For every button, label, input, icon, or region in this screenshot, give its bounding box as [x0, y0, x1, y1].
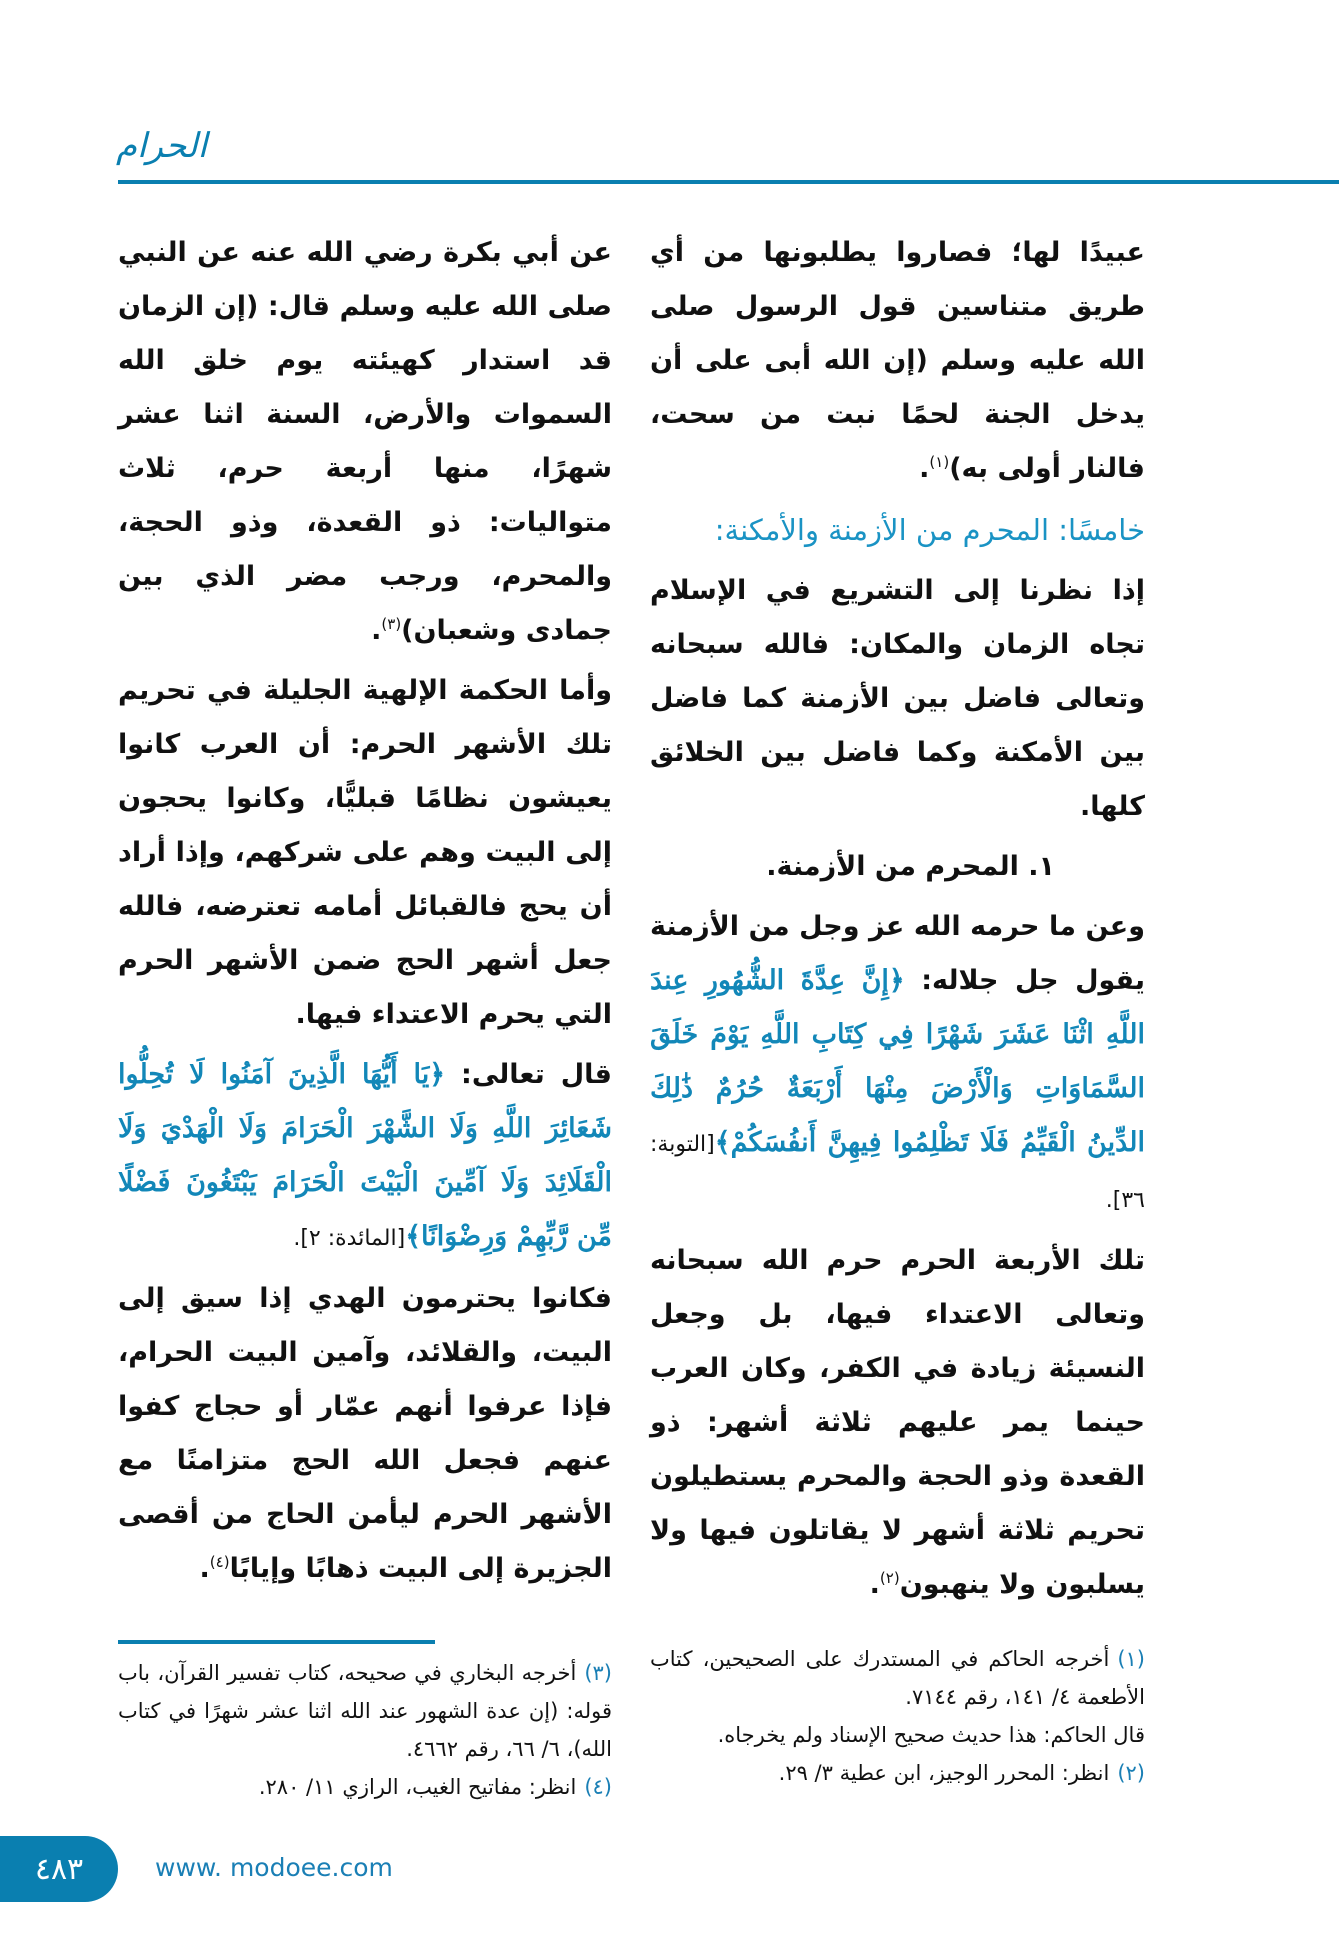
right-paragraph-4: تلك الأربعة الحرم حرم الله سبحانه وتعالى الاعتداء فيها، بل وجعل النسيئة زيادة في الكفر، وكان العرب حينما يمر عليهم ثلاثة أشهر: ذو القعدة وذو الحجة والمحرم يستطيلون تحريم ثلاثة أشهر لا يقاتلون فيها ولا يسلبون ولا ينهبون$^{(٢)}$. [650, 1245, 1145, 1600]
footnote-divider [118, 1640, 435, 1644]
footnote-3: (٣)أخرجه البخاري في صحيحه، كتاب تفسير القرآن، باب قوله: (إن عدة الشهور عند الله اثنا عشر شهرًا في كتاب الله)، ٦/ ٦٦، رقم ٤٦٦٢. [118, 1661, 612, 1761]
footnotes-right [650, 1618, 1145, 1806]
left-paragraph-3: قال تعالى: ﴿يَا أَيُّهَا الَّذِينَ آمَنُوا لَا تُحِلُّوا شَعَائِرَ اللَّهِ وَلَا الشَّهْرَ الْحَرَامَ وَلَا الْهَدْيَ وَلَا الْقَلَائِدَ وَلَا آمِّينَ الْبَيْتَ الْحَرَامَ يَبْتَغُونَ فَضْلًا مِّن رَّبِّهِمْ وَرِضْوَانًا﴾[المائدة: ٢]. [118, 1059, 612, 1252]
quran-close-ornament: ﴾ [405, 1221, 422, 1252]
left-paragraph-2: وأما الحكمة الإلهية الجليلة في تحريم تلك الأشهر الحرم: أن العرب كانوا يعيشون نظامًا قبليًّا، وكانوا يحجون إلى البيت وهم على شركهم، وإذا أراد أن يحج فالقبائل أمامه تعترضه، فالله جعل أشهر الحج ضمن الأشهر الحرم التي يحرم الاعتداء فيها. [118, 675, 612, 1030]
footnotes-left [118, 1618, 612, 1806]
left-column [118, 226, 612, 1618]
two-column-body [0, 226, 1339, 1806]
right-paragraph-3: وعن ما حرمه الله عز وجل من الأزمنة يقول جل جلاله: ﴿إِنَّ عِدَّةَ الشُّهُورِ عِندَ اللَّهِ اثْنَا عَشَرَ شَهْرًا فِي كِتَابِ اللَّهِ يَوْمَ خَلَقَ السَّمَاوَاتِ وَالْأَرْضَ مِنْهَا أَرْبَعَةٌ حُرُمٌ ذَٰلِكَ الدِّينُ الْقَيِّمُ فَلَا تَظْلِمُوا فِيهِنَّ أَنفُسَكُمْ﴾[التوبة: ٣٦]. [650, 911, 1145, 1213]
quran-verse: يَا أَيُّهَا الَّذِينَ آمَنُوا لَا تُحِلُّوا شَعَائِرَ اللَّهِ وَلَا الشَّهْرَ الْحَرَامَ وَلَا الْهَدْيَ وَلَا الْقَلَائِدَ وَلَا آمِّينَ الْبَيْتَ الْحَرَامَ يَبْتَغُونَ فَضْلًا مِّن رَّبِّهِمْ وَرِضْوَانًا [118, 1059, 612, 1252]
page-footer [0, 1806, 1339, 1936]
right-column [650, 226, 1145, 1618]
verse-citation: [المائدة: ٢]. [293, 1226, 406, 1251]
footnote-1-note: قال الحاكم: هذا حديث صحيح الإسناد ولم يخرجاه. [717, 1723, 1145, 1747]
footnote-4: (٤)انظر: مفاتيح الغيب، الرازي ١١/ ٢٨٠. [258, 1775, 612, 1799]
running-header [0, 0, 1339, 226]
left-paragraph-1: عن أبي بكرة رضي الله عنه عن النبي صلى الله عليه وسلم قال: (إن الزمان قد استدار كهيئته يوم خلق الله السموات والأرض، السنة اثنا عشر شهرًا، منها أربعة حرم، ثلاث متواليات: ذو القعدة، وذو الحجة، والمحرم، ورجب مضر الذي بين جمادى وشعبان)$^{(٣)}$. [118, 237, 612, 646]
footnote-1: (١)أخرجه الحاكم في المستدرك على الصحيحين، كتاب الأطعمة ٤/ ١٤١، رقم ٧١٤٤. [650, 1647, 1145, 1709]
left-paragraph-4: فكانوا يحترمون الهدي إذا سيق إلى البيت، والقلائد، وآمين البيت الحرام، فإذا عرفوا أنهم عمّار أو حجاج كفوا عنهم فجعل الله الحج متزامنًا مع الأشهر الحرم ليأمن الحاج من أقصى الجزيرة إلى البيت ذهابًا وإيابًا$^{(٤)}$. [118, 1283, 612, 1584]
footnote-ref[interactable]: (١) [929, 453, 950, 471]
quran-verse: إِنَّ عِدَّةَ الشُّهُورِ عِندَ اللَّهِ اثْنَا عَشَرَ شَهْرًا فِي كِتَابِ اللَّهِ يَوْمَ خَلَقَ السَّمَاوَاتِ وَالْأَرْضَ مِنْهَا أَرْبَعَةٌ حُرُمٌ ذَٰلِكَ الدِّينُ الْقَيِّمُ فَلَا تَظْلِمُوا فِيهِنَّ أَنفُسَكُمْ [650, 965, 1145, 1158]
footnote-ref[interactable]: (٣) [381, 615, 402, 633]
running-header-title: الحرام [116, 126, 208, 166]
footnote-ref[interactable]: (٤) [209, 1553, 230, 1571]
footnote-2: (٢)انظر: المحرر الوجيز، ابن عطية ٣/ ٢٩. [778, 1761, 1145, 1785]
header-divider [118, 180, 1339, 184]
quran-open-ornament: ﴿ [429, 1059, 446, 1090]
footnote-ref[interactable]: (٢) [879, 1569, 900, 1587]
right-paragraph-2: إذا نظرنا إلى التشريع في الإسلام تجاه الزمان والمكان: فالله سبحانه وتعالى فاضل بين الأزمنة كما فاضل بين الأمكنة وكما فاضل بين الخلائق كلها. [650, 575, 1145, 822]
quran-close-ornament: ﴾ [714, 1127, 731, 1158]
verse-citation: [التوبة: ٣٦]. [650, 1132, 1145, 1213]
subheading: ١. المحرم من الأزمنة. [766, 851, 1055, 882]
section-heading: خامسًا: المحرم من الأزمنة والأمكنة: [714, 513, 1145, 547]
quran-open-ornament: ﴿ [888, 965, 905, 996]
right-paragraph-1: عبيدًا لها؛ فصاروا يطلبونها من أي طريق متناسين قول الرسول صلى الله عليه وسلم (إن الله أبى على أن يدخل الجنة لحمًا نبت من سحت، فالنار أولى به)$^{(١)}$. [650, 237, 1145, 484]
page-number: ٤٨٣ [0, 1836, 118, 1902]
website-link[interactable]: www. modoee.com [155, 1853, 393, 1882]
